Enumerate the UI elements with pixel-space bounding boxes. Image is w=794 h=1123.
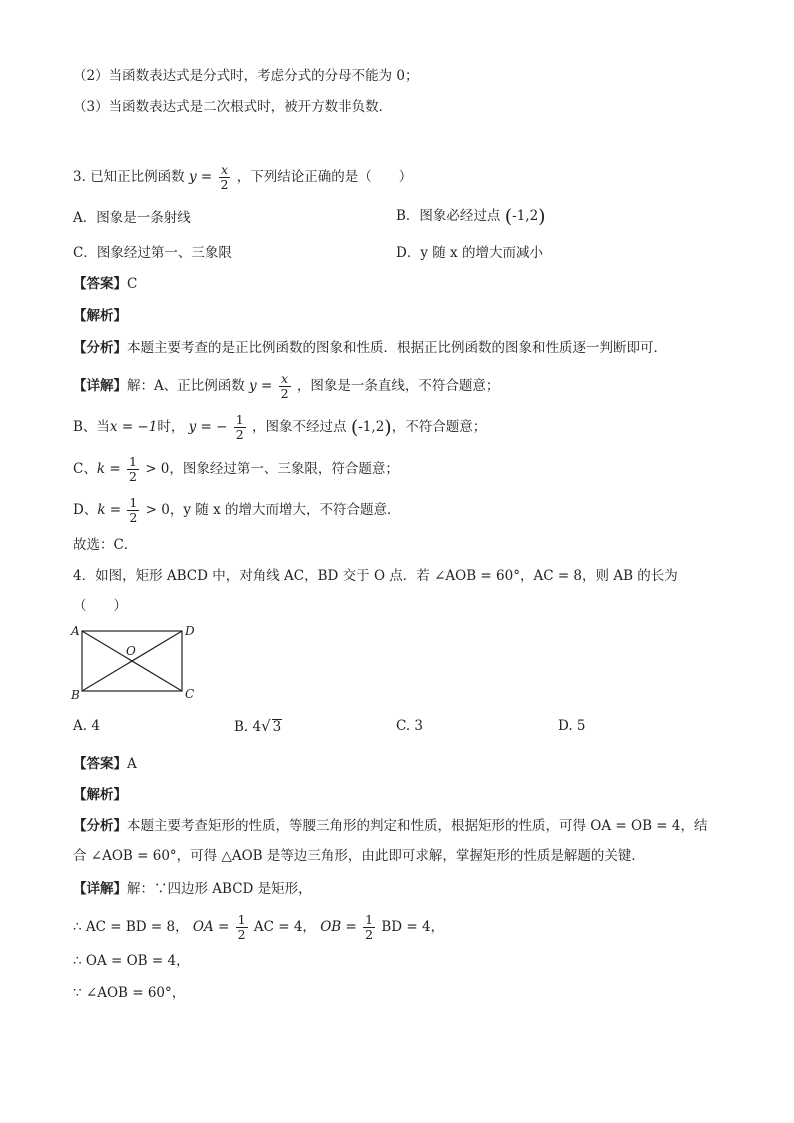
q3-xj3-k: k = — [96, 461, 121, 477]
q3-xj3-frac-num: 1 — [128, 454, 137, 469]
q3-xj2-x: x = −1 — [109, 419, 158, 435]
q3-xj2-d: ，不符合题意； — [391, 419, 487, 435]
q3-xj1-frac-num: x — [279, 372, 291, 387]
q3-answer-value: C — [127, 276, 138, 292]
q4-xj1: 解：∵四边形 ABCD 是矩形， — [127, 881, 312, 897]
q3-eq-lhs: y = — [188, 169, 213, 185]
q3-option-b-label: B．图象必经过点 — [396, 208, 501, 224]
q4-xj2-b: OA = — [192, 919, 230, 935]
q3-xj4-fraction — [127, 496, 139, 525]
q3-option-d: D．y 随 x 的增大而减小 — [396, 245, 543, 261]
q3-xj1-a: 解：A、正比例函数 — [127, 378, 245, 394]
q4-detail-4: ∵ ∠AOB = 60°， — [73, 985, 186, 1001]
q3-xj2-paren-left: ( — [350, 416, 359, 439]
q4-answer-value: A — [127, 756, 137, 772]
q3-answer-tag: 【答案】 — [73, 276, 127, 292]
sqrt-sign: √ — [261, 717, 271, 735]
q3-xj2-y: y = − — [188, 419, 228, 435]
q4-half-1-den: 2 — [237, 927, 246, 942]
q3-fenxi — [73, 338, 667, 358]
rule-3: （3）当函数表达式是二次根式时，被开方数非负数． — [73, 99, 393, 115]
q3-option-b-paren-left: ( — [504, 205, 513, 228]
q3-xj1-frac-den: 2 — [280, 386, 289, 401]
q3-option-b-paren-right: ) — [538, 205, 546, 228]
q3-xj2-c: ，图象不经过点 — [252, 419, 347, 435]
q3-frac-num: x — [219, 163, 231, 178]
q3-option-b-point: -1,2 — [512, 208, 539, 224]
q3-xj4-frac-num: 1 — [129, 495, 138, 510]
label-c: C — [185, 687, 195, 701]
q3-conclusion: 故选：C． — [73, 537, 138, 553]
label-a: A — [71, 624, 80, 638]
q4-option-b-radicand: 3 — [272, 719, 282, 735]
q4-fenxi-text-1: 本题主要考查矩形的性质，等腰三角形的判定和性质，根据矩形的性质，可得 OA = OB = 4，结 — [127, 818, 708, 834]
q4-half-2 — [363, 913, 375, 942]
q3-detail-2 — [73, 413, 486, 442]
q4-detail-3: ∴ OA = OB = 4， — [73, 953, 190, 969]
q3-xiangjie-tag: 【详解】 — [73, 378, 127, 394]
q4-option-a: A. 4 — [73, 718, 100, 734]
q3-xj4-k: k = — [97, 502, 122, 518]
q4-answer-tag: 【答案】 — [73, 756, 127, 772]
q4-half-1-num: 1 — [237, 912, 246, 927]
q4-half-1 — [236, 913, 248, 942]
q4-xj2-e: BD = 4， — [381, 919, 445, 935]
q3-xj3-frac-den: 2 — [128, 469, 137, 484]
q4-option-c: C. 3 — [396, 718, 424, 734]
q4-answer — [73, 754, 137, 774]
q3-xj3-a: C、 — [73, 461, 97, 477]
q3-xj2-frac-num: 1 — [235, 412, 244, 427]
q4-xj2-a: ∴ AC = BD = 8， — [73, 919, 189, 935]
q4-analysis-tag: 【解析】 — [73, 787, 127, 803]
q3-xj2-point: -1,2 — [358, 419, 385, 435]
q4-fenxi-tag: 【分析】 — [73, 818, 127, 834]
q3-xj2-a: B、当 — [73, 419, 110, 435]
q3-stem — [73, 163, 412, 192]
q3-option-a: A．图象是一条射线 — [73, 210, 191, 226]
q3-detail-1 — [73, 372, 499, 401]
q3-xj2-b: 时， — [157, 419, 185, 435]
q4-option-b — [234, 716, 282, 737]
q3-xj3-gt: > 0 — [145, 461, 170, 477]
rectangle-figure — [66, 620, 206, 702]
q3-xj4-a: D、 — [73, 502, 98, 518]
q3-xj1-fraction — [279, 372, 291, 401]
q3-frac-den: 2 — [220, 177, 229, 192]
q4-fenxi-1 — [73, 816, 707, 836]
q3-xj3-b: ，图象经过第一、三象限，符合题意； — [169, 461, 399, 477]
q3-xj1-b: ，图象是一条直线，不符合题意； — [296, 378, 500, 394]
q3-stem-b: ，下列结论正确的是（ ） — [236, 169, 413, 185]
q4-fenxi-2: 合 ∠AOB = 60°，可得 △AOB 是等边三角形，由此即可求解，掌握矩形的性质是解题的关键． — [73, 848, 645, 864]
label-b: B — [71, 688, 80, 702]
q3-fraction — [219, 163, 231, 192]
q4-option-d: D. 5 — [558, 718, 586, 734]
q3-analysis-tag: 【解析】 — [73, 308, 127, 324]
q3-fenxi-tag: 【分析】 — [73, 340, 127, 356]
q3-xj2-paren-right: ) — [384, 416, 392, 439]
q3-option-c: C．图象经过第一、三象限 — [73, 245, 232, 261]
q4-option-b-label: B. 4 — [234, 719, 262, 735]
q3-xj2-frac-den: 2 — [235, 427, 244, 442]
q4-xj2-d: OB = — [320, 919, 357, 935]
q4-half-2-den: 2 — [365, 927, 374, 942]
q4-xj2-c: AC = 4， — [253, 919, 316, 935]
q4-stem: 4．如图，矩形 ABCD 中，对角线 AC，BD 交于 O 点．若 ∠AOB = 60°，AC = 8，则 AB 的长为 — [73, 568, 678, 584]
q3-number: 3. — [73, 169, 86, 185]
q3-xj3-fraction — [127, 455, 139, 484]
q4-detail-2 — [73, 913, 444, 942]
label-o: O — [126, 644, 136, 658]
q3-stem-a: 已知正比例函数 — [90, 169, 185, 185]
q3-xj4-b: ，y 随 x 的增大而增大，不符合题意． — [169, 502, 401, 518]
rule-2: （2）当函数表达式是分式时，考虑分式的分母不能为 0； — [73, 68, 419, 84]
label-d: D — [185, 624, 195, 638]
q3-answer — [73, 274, 137, 294]
q4-xiangjie-tag: 【详解】 — [73, 881, 127, 897]
q3-detail-4 — [73, 496, 401, 525]
q3-fenxi-text: 本题主要考查的是正比例函数的图象和性质．根据正比例函数的图象和性质逐一判断即可． — [127, 340, 667, 356]
q3-option-b — [396, 206, 546, 227]
q3-detail-3 — [73, 455, 399, 484]
q3-xj4-frac-den: 2 — [129, 510, 138, 525]
q3-xj2-fraction — [234, 413, 246, 442]
q4-stem-paren: （ ） — [73, 598, 127, 614]
q4-half-2-num: 1 — [365, 912, 374, 927]
q4-detail-1 — [73, 879, 312, 899]
q3-xj1-eq: y = — [249, 378, 273, 394]
q3-xj4-gt: > 0 — [145, 502, 170, 518]
